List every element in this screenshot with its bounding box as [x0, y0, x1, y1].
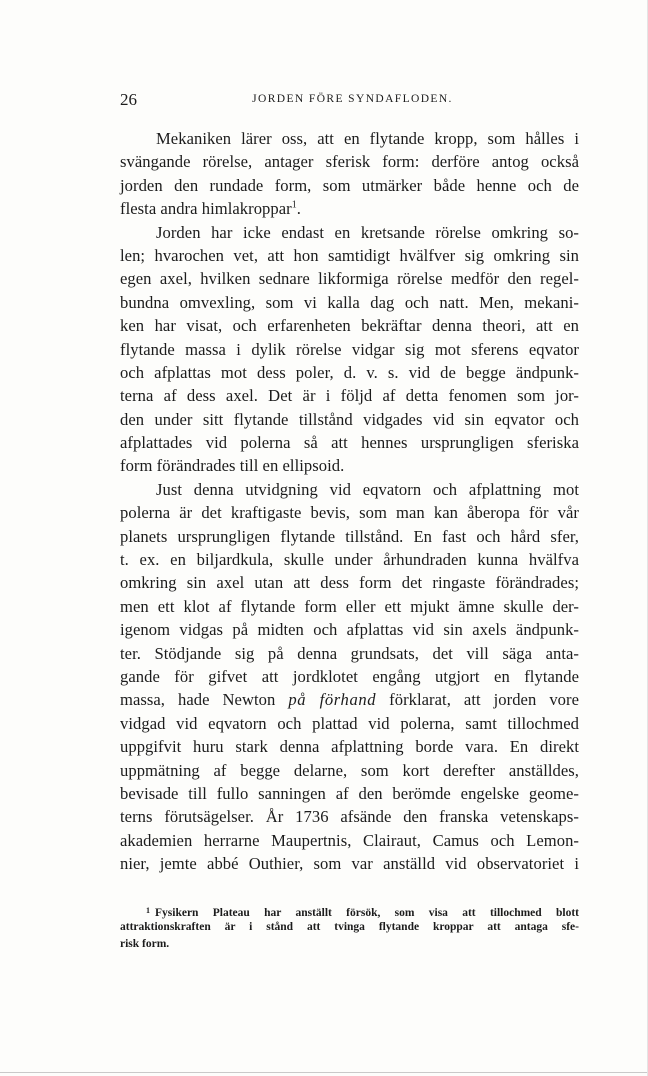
text-line: akademien herrarne Maupertnis, Clairaut, Camus och Lemon- — [120, 830, 579, 850]
text-line: form förändrades till en ellipsoid. — [120, 456, 345, 476]
footnote — [120, 902, 579, 953]
text-line: terns förutsägelser. År 1736 afsände den franska vetenskaps- — [120, 807, 579, 827]
footnote-reference: 1 — [291, 199, 297, 211]
footnote-line: risk form. — [120, 938, 170, 950]
text-line: uppmätning af begge delarne, som kort derefter anställdes, — [120, 760, 579, 780]
text-line — [120, 688, 579, 711]
text-line: och afplattas mot dess poler, d. v. s. vid de begge ändpunk- — [120, 362, 579, 382]
text-line: vidgad vid eqvatorn och plattad vid polerna, samt tillochmed — [120, 713, 579, 733]
text-line: planets ursprungligen flytande tillstånd. En fast och hård sfer, — [120, 526, 579, 546]
text-line: polerna är det kraftigaste bevis, som man kan åberopa för vår — [120, 503, 579, 523]
text-line: bundna omvexling, som vi kalla dag och natt. Men, mekani- — [120, 292, 579, 312]
text-line: ter. Stödjande sig på denna grundsats, det vill säga anta- — [120, 643, 579, 663]
text-span: flesta andra himlakroppar — [120, 199, 292, 219]
text-line: terna af dess axel. Det är i följd af detta fenomen som jor- — [120, 386, 579, 406]
text-span: massa, hade Newton — [120, 690, 276, 710]
page-header — [120, 90, 579, 112]
text-line: svängande rörelse, antager sferisk form: derföre antog också — [120, 152, 579, 172]
text-line: nier, jemte abbé Outhier, som var anställd vid observatoriet i — [120, 854, 579, 874]
text-line: jorden den rundade form, som utmärker både henne och de — [120, 175, 579, 195]
running-head: JORDEN FÖRE SYNDAFLODEN. — [252, 93, 453, 105]
text-line: len; hvarochen vet, att hon samtidigt hvälfver sig omkring sin — [120, 245, 579, 265]
text-line: uppgifvit huru stark denna afplattning borde vara. En direkt — [120, 737, 579, 757]
text-line: Mekaniken lärer oss, att en flytande kropp, som hålles i — [156, 129, 579, 148]
text-line: t. ex. en biljardkula, skulle under århundraden kunna hvälfva — [120, 550, 579, 570]
page-number: 26 — [120, 90, 137, 109]
text-line: gande för gifvet att jordklotet engång utgjort en flytande — [120, 666, 579, 686]
text-line: flytande massa i dylik rörelse vidgar sig mot sferens eqvator — [120, 339, 579, 359]
text-line: bevisade till fullo sanningen af den berömde engelske geome- — [120, 783, 579, 803]
footnote-line: attraktionskraften är i stånd att tvinga flytande kroppar att antaga sfe- — [120, 921, 579, 933]
italic-emphasis: på förhand — [288, 690, 377, 710]
text-line: omkring sin axel utan att dess form det ringaste förändrades; — [120, 573, 579, 593]
footnote-line — [120, 902, 579, 919]
text-span: förklarat, att jorden vore — [389, 690, 579, 710]
text-line: den under sitt flytande tillstånd vidgades vid sin eqvator och — [120, 409, 579, 429]
text-line: flesta andra himlakroppar$^1$. — [120, 199, 301, 219]
footnote-marker: 1 — [146, 906, 150, 915]
body-text — [120, 127, 579, 876]
text-line: men ett klot af flytande form eller ett mjukt ämne skulle der- — [120, 596, 579, 616]
text-line: Just denna utvidgning vid eqvatorn och afplattning mot — [156, 479, 579, 499]
text-line: egen axel, hvilken sednare likformiga rörelse medför den regel- — [120, 269, 579, 289]
text-line: Jorden har icke endast en kretsande rörelse omkring so- — [156, 222, 579, 242]
text-line: igenom vidgas på midten och afplattas vid sin axels ändpunk- — [120, 620, 579, 640]
text-line: afplattades vid polerna så att hennes ursprungligen sferiska — [120, 433, 579, 453]
scan-edge — [0, 1072, 648, 1073]
footnote-text: Fysikern Plateau har anställt försök, som visa att tillochmed blott — [155, 907, 579, 919]
text-line: ken har visat, och erfarenheten bekräftar denna theori, att en — [120, 316, 579, 336]
